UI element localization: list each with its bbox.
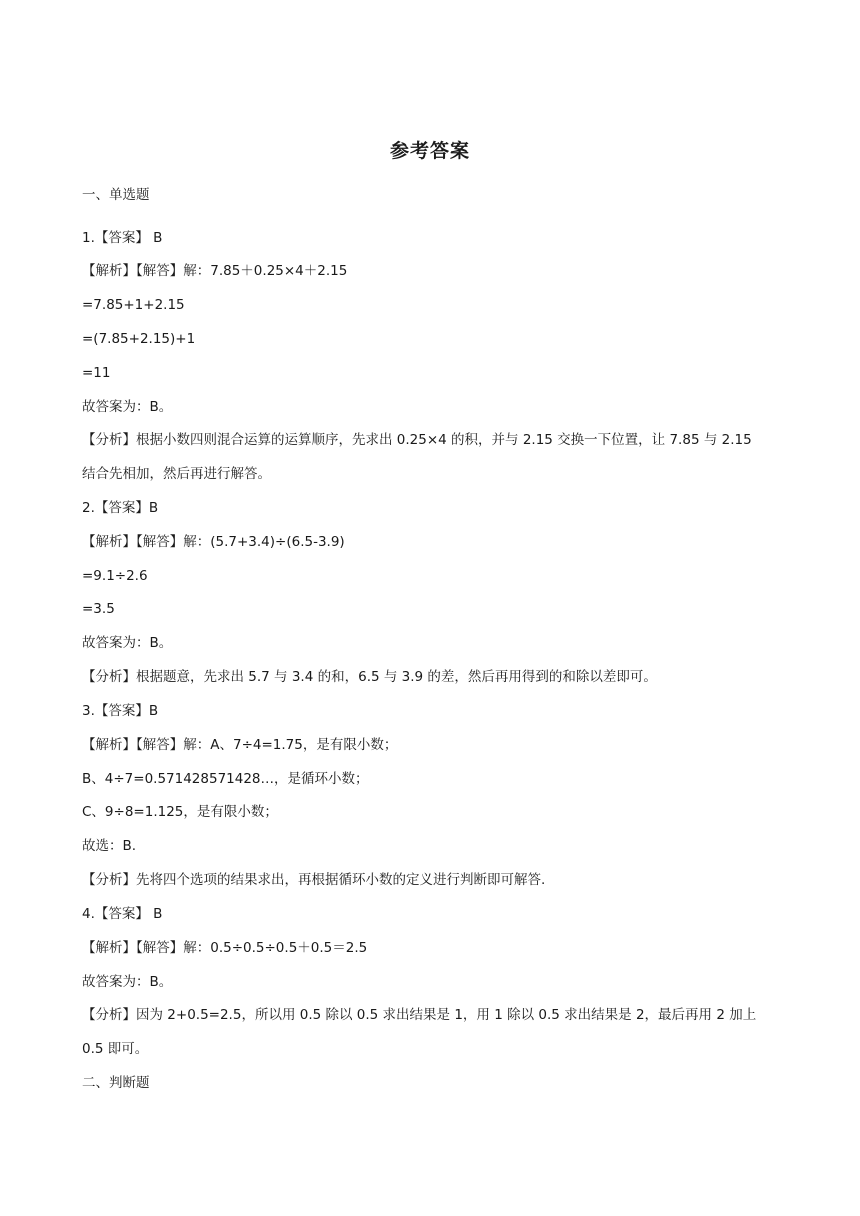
- q3-conclusion: 故选：B.: [82, 838, 137, 854]
- q4-analysis-cont: 0.5 即可。: [82, 1041, 149, 1057]
- q3-option-b: B、4÷7=0.571428571428…，是循环小数；: [82, 771, 369, 787]
- q2-conclusion: 故答案为：B。: [82, 635, 173, 651]
- q1-answer: 1.【答案】 B: [82, 230, 163, 246]
- q2-answer: 2.【答案】B: [82, 500, 159, 516]
- q1-step: =11: [82, 365, 111, 381]
- q1-step: =7.85+1+2.15: [82, 297, 185, 313]
- section-heading-true-false: 二、判断题: [82, 1075, 150, 1091]
- q1-analysis: 【分析】根据小数四则混合运算的运算顺序，先求出 0.25×4 的积，并与 2.15 交换一下位置，让 7.85 与 2.15: [82, 432, 752, 448]
- q1-step: =(7.85+2.15)+1: [82, 331, 196, 347]
- q4-solution: 【解析】【解答】解：0.5÷0.5÷0.5＋0.5＝2.5: [82, 940, 368, 956]
- q1-solution: 【解析】【解答】解：7.85＋0.25×4＋2.15: [82, 263, 348, 279]
- section-heading-single-choice: 一、单选题: [82, 187, 150, 203]
- q3-option-c: C、9÷8=1.125，是有限小数；: [82, 804, 278, 820]
- q2-step: =9.1÷2.6: [82, 568, 148, 584]
- q3-answer: 3.【答案】B: [82, 703, 159, 719]
- page-title: 参考答案: [389, 140, 470, 162]
- q2-solution: 【解析】【解答】解：(5.7+3.4)÷(6.5-3.9): [82, 534, 345, 550]
- q4-analysis: 【分析】因为 2+0.5=2.5，所以用 0.5 除以 0.5 求出结果是 1，用 1 除以 0.5 求出结果是 2，最后再用 2 加上: [82, 1007, 757, 1023]
- q2-step: =3.5: [82, 601, 115, 617]
- q3-solution: 【解析】【解答】解：A、7÷4=1.75，是有限小数；: [82, 737, 398, 753]
- q1-analysis-cont: 结合先相加，然后再进行解答。: [82, 466, 271, 482]
- q1-conclusion: 故答案为：B。: [82, 399, 173, 415]
- q3-analysis: 【分析】先将四个选项的结果求出，再根据循环小数的定义进行判断即可解答.: [82, 872, 546, 888]
- q4-conclusion: 故答案为：B。: [82, 974, 173, 990]
- q4-answer: 4.【答案】 B: [82, 906, 163, 922]
- q2-analysis: 【分析】根据题意，先求出 5.7 与 3.4 的和，6.5 与 3.9 的差，然后再用得到的和除以差即可。: [82, 669, 657, 685]
